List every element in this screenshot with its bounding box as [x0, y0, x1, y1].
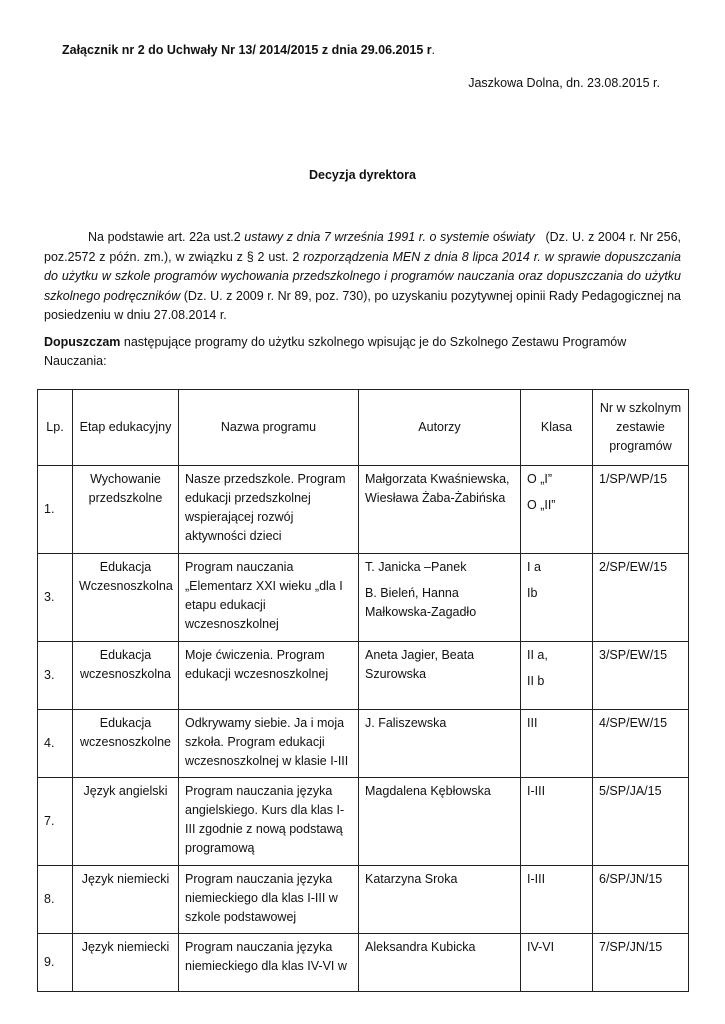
cell-class-text: II a, — [527, 648, 548, 662]
body-part-2: ustawy z dnia 7 września 1991 r. o systemie oświaty — [244, 230, 535, 244]
cell-number — [593, 554, 689, 642]
cell-program-text: Nasze przedszkole. Program edukacji przedszkolnej wspierającej rozwój aktywności dzieci — [185, 472, 346, 543]
cell-stage — [73, 934, 179, 992]
cell-lp — [38, 554, 73, 642]
attachment-text: Załącznik nr 2 do Uchwały Nr 13/ 2014/2015 z dnia 29.06.2015 r — [62, 43, 432, 57]
cell-number-text: 2/SP/EW/15 — [599, 560, 668, 574]
cell-stage — [73, 642, 179, 710]
cell-authors-text: Małgorzata Kwaśniewska, Wiesława Żaba-Żabińska — [365, 472, 510, 505]
cell-number — [593, 866, 689, 934]
cell-number-text: 7/SP/JN/15 — [599, 940, 663, 954]
cell-program-text: Program nauczania języka niemieckiego dla klas IV-VI w — [185, 940, 347, 973]
header-stage: Etap edukacyjny — [73, 390, 179, 466]
cell-program — [179, 778, 359, 866]
cell-class-text: I a — [527, 560, 541, 574]
cell-authors-text: Aleksandra Kubicka — [365, 940, 476, 954]
cell-authors — [359, 466, 521, 554]
cell-number-text: 4/SP/EW/15 — [599, 716, 668, 730]
cell-class-text: I-III — [527, 784, 546, 798]
header-lp: Lp. — [38, 390, 73, 466]
cell-class — [521, 710, 593, 778]
cell-lp — [38, 710, 73, 778]
cell-number-text: 6/SP/JN/15 — [599, 872, 663, 886]
cell-stage-text: Edukacja wczesnoszkolne — [79, 716, 171, 749]
cell-program — [179, 642, 359, 710]
cell-class-text: I-III — [527, 872, 546, 886]
cell-authors-text: J. Faliszewska — [365, 716, 447, 730]
table-row — [38, 934, 689, 992]
cell-number — [593, 710, 689, 778]
cell-lp-text: 3. — [44, 590, 55, 604]
header-number: Nr w szkolnym zestawie programów — [593, 390, 689, 466]
body-part-1: Na podstawie art. 22a ust.2 — [88, 230, 245, 244]
cell-class — [521, 866, 593, 934]
cell-class-text: Ib — [527, 586, 538, 600]
cell-stage-text: Wychowanie przedszkolne — [88, 472, 163, 505]
cell-class — [521, 554, 593, 642]
cell-stage-text: Język angielski — [83, 784, 168, 798]
programs-table — [37, 389, 689, 992]
cell-lp-text: 9. — [44, 955, 55, 969]
cell-program-text: Program nauczania języka angielskiego. Kurs dla klas I-III zgodnie z nową podstawą programową — [185, 784, 345, 855]
cell-number — [593, 466, 689, 554]
cell-class-text: II b — [527, 674, 545, 688]
cell-number-text: 5/SP/JA/15 — [599, 784, 662, 798]
cell-lp-text: 8. — [44, 892, 55, 906]
header-class: Klasa — [521, 390, 593, 466]
header-program: Nazwa programu — [179, 390, 359, 466]
cell-lp-text: 3. — [44, 668, 55, 682]
cell-authors-text: B. Bieleń, Hanna Małkowska-Zagadło — [365, 586, 477, 619]
cell-class — [521, 934, 593, 992]
cell-class-text: O „I” — [527, 472, 552, 486]
cell-lp — [38, 934, 73, 992]
cell-class-text: III — [527, 716, 538, 730]
table-row — [38, 710, 689, 778]
attachment-line — [62, 43, 435, 57]
document-title: Decyzja dyrektora — [308, 168, 416, 182]
cell-stage-text: Język niemiecki — [81, 940, 170, 954]
cell-authors-text: Aneta Jagier, Beata Szurowska — [365, 648, 475, 681]
decision-statement — [44, 333, 681, 371]
cell-number — [593, 778, 689, 866]
table-row — [38, 642, 689, 710]
body-part-3: (Dz. U. z 2004 r. Nr 256, poz.2572 z późn. zm.), w związku z § 2 ust. 2 — [44, 230, 685, 264]
cell-lp — [38, 778, 73, 866]
cell-program — [179, 866, 359, 934]
place-date: Jaszkowa Dolna, dn. 23.08.2015 r. — [468, 76, 660, 90]
cell-stage-text: Edukacja Wczesnoszkolna — [79, 560, 173, 593]
cell-stage-text: Język niemiecki — [81, 872, 170, 886]
cell-stage — [73, 554, 179, 642]
body-part-5: (Dz. U. z 2009 r. Nr 89, poz. 730), po uzyskaniu pozytywnej opinii Rady Pedagogicznej na posiedzeniu w dniu 27.08.2014 r. — [44, 288, 681, 322]
cell-program-text: Program nauczania języka niemieckiego dla klas I-III w szkole podstawowej — [185, 872, 338, 924]
cell-authors — [359, 554, 521, 642]
decision-bold: Dopuszczam — [44, 335, 121, 349]
cell-program — [179, 554, 359, 642]
cell-number-text: 3/SP/EW/15 — [599, 648, 668, 662]
legal-basis-paragraph — [44, 228, 685, 326]
cell-program-text: Moje ćwiczenia. Program edukacji wczesnoszkolnej — [185, 648, 329, 681]
cell-lp — [38, 642, 73, 710]
cell-stage — [73, 778, 179, 866]
cell-number — [593, 642, 689, 710]
cell-class-text: O „II” — [527, 498, 556, 512]
cell-authors-text: Katarzyna Sroka — [365, 872, 458, 886]
cell-number-text: 1/SP/WP/15 — [599, 472, 668, 486]
cell-program-text: Odkrywamy siebie. Ja i moja szkoła. Program edukacji wczesnoszkolnej w klasie I-III — [185, 716, 349, 768]
cell-program — [179, 466, 359, 554]
cell-class — [521, 642, 593, 710]
table-row — [38, 866, 689, 934]
cell-authors — [359, 866, 521, 934]
cell-authors — [359, 710, 521, 778]
cell-stage — [73, 866, 179, 934]
cell-lp-text: 1. — [44, 502, 55, 516]
table-row — [38, 554, 689, 642]
cell-number — [593, 934, 689, 992]
cell-lp — [38, 466, 73, 554]
cell-program — [179, 710, 359, 778]
cell-authors-text: T. Janicka –Panek — [365, 560, 467, 574]
cell-authors — [359, 642, 521, 710]
header-authors: Autorzy — [359, 390, 521, 466]
cell-class-text: IV-VI — [527, 940, 555, 954]
table-row — [38, 778, 689, 866]
attachment-dot: . — [431, 43, 436, 57]
cell-class — [521, 778, 593, 866]
cell-stage-text: Edukacja wczesnoszkolna — [79, 648, 171, 681]
table-header-row — [38, 390, 689, 466]
cell-program — [179, 934, 359, 992]
cell-authors — [359, 778, 521, 866]
cell-authors-text: Magdalena Kębłowska — [365, 784, 491, 798]
cell-program-text: Program nauczania „Elementarz XXI wieku „dla I etapu edukacji wczesnoszkolnej — [185, 560, 343, 631]
cell-stage — [73, 466, 179, 554]
cell-class — [521, 466, 593, 554]
table-row — [38, 466, 689, 554]
cell-lp — [38, 866, 73, 934]
cell-authors — [359, 934, 521, 992]
decision-rest: następujące programy do użytku szkolnego wpisując je do Szkolnego Zestawu Programów Nauczania: — [44, 335, 627, 368]
body-part-4: rozporządzenia MEN z dnia 8 lipca 2014 r. w sprawie dopuszczania do użytku w szkole programów wychowania przedszkolnego i programów nauczania oraz dopuszczania do użytku szkolnego podręczników — [44, 249, 681, 303]
cell-lp-text: 7. — [44, 814, 55, 828]
cell-stage — [73, 710, 179, 778]
cell-lp-text: 4. — [44, 736, 55, 750]
